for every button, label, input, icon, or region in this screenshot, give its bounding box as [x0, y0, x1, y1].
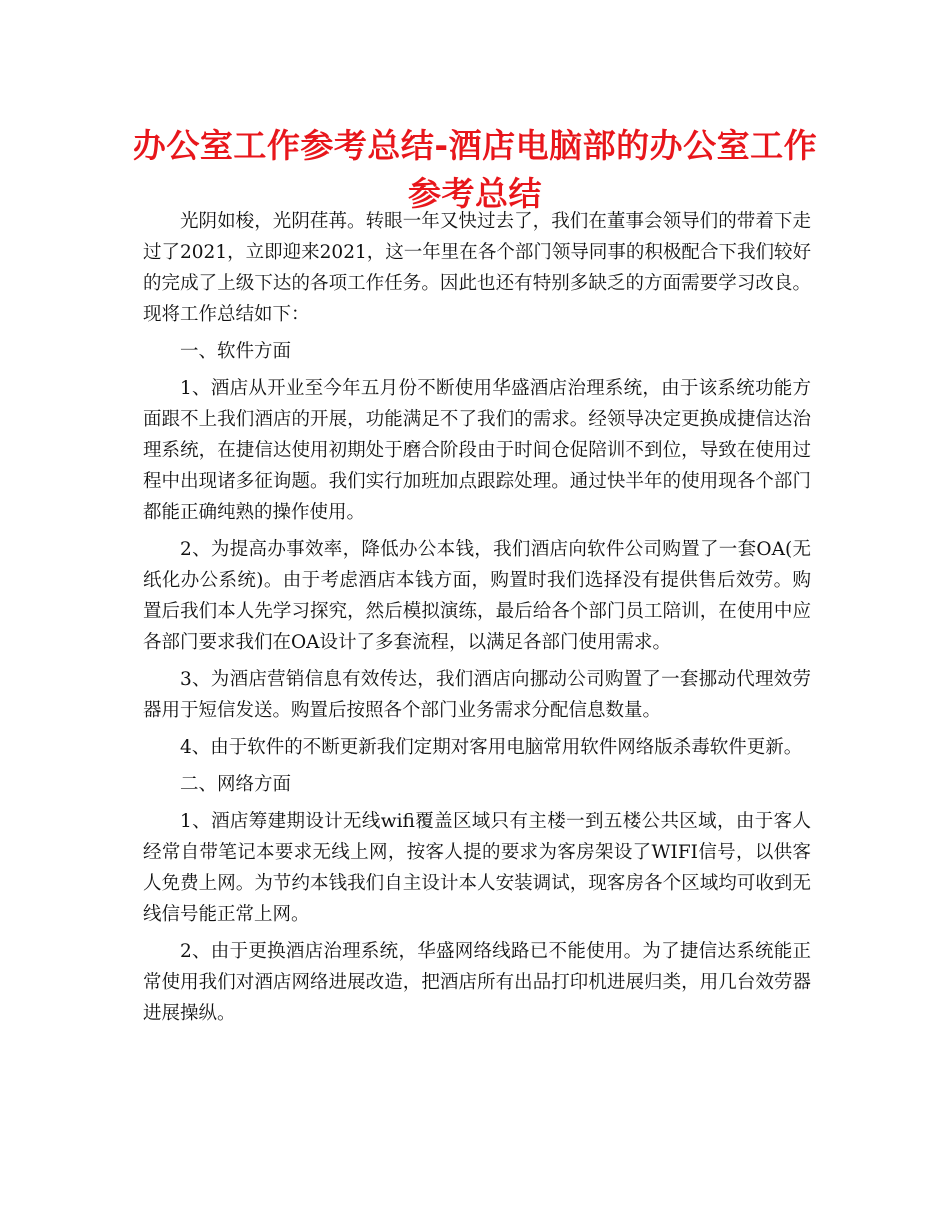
section-heading-software: 一、软件方面 — [180, 341, 292, 362]
paragraph-network-1: 1、酒店筹建期设计无线wifi覆盖区域只有主楼一到五楼公共区域，由于客人经常自带笔记本要求无线上网，按客人提的要求为客房架设了WIFI信号，以供客人免费上网。为节约本钱我们自主设计本人安装调试，现客房各个区域均可收到无线信号能正常上网。 — [143, 811, 811, 925]
paragraph-software-2: 2、为提高办事效率，降低办公本钱，我们酒店向软件公司购置了一套OA(无纸化办公系统)。由于考虑酒店本钱方面，购置时我们选择没有提供售后效劳。购置后我们本人先学习探究，然后模拟演练，最后给各个部门员工陪训，在使用中应各部门要求我们在OA设计了多套流程，以满足各部门使用需求。 — [143, 539, 811, 653]
document-body — [143, 206, 811, 1035]
document-title: 办公室工作参考总结-酒店电脑部的办公室工作参考总结 — [132, 126, 818, 213]
paragraph-software-4: 4、由于软件的不断更新我们定期对客用电脑常用软件网络版杀毒软件更新。 — [180, 737, 803, 758]
paragraph-intro: 光阴如梭，光阴荏苒。转眼一年又快过去了，我们在董事会领导们的带着下走过了2021，立即迎来2021，这一年里在各个部门领导同事的积极配合下我们较好的完成了上级下达的各项工作任务。因此也还有特别多缺乏的方面需要学习改良。现将工作总结如下： — [143, 211, 811, 325]
paragraph-network-2: 2、由于更换酒店治理系统，华盛网络线路已不能使用。为了捷信达系统能正常使用我们对酒店网络进展改造，把酒店所有出品打印机进展归类，用几台效劳器进展操纵。 — [143, 941, 811, 1024]
paragraph-software-3: 3、为酒店营销信息有效传达，我们酒店向挪动公司购置了一套挪动代理效劳器用于短信发送。购置后按照各个部门业务需求分配信息数量。 — [143, 669, 811, 721]
paragraph-software-1: 1、酒店从开业至今年五月份不断使用华盛酒店治理系统，由于该系统功能方面跟不上我们酒店的开展，功能满足不了我们的需求。经领导决定更换成捷信达治理系统，在捷信达使用初期处于磨合阶段由于时间仓促陪训不到位，导致在使用过程中出现诸多征询题。我们实行加班加点跟踪处理。通过快半年的使用现各个部门都能正确纯熟的操作使用。 — [143, 378, 811, 523]
section-heading-network: 二、网络方面 — [180, 774, 292, 795]
